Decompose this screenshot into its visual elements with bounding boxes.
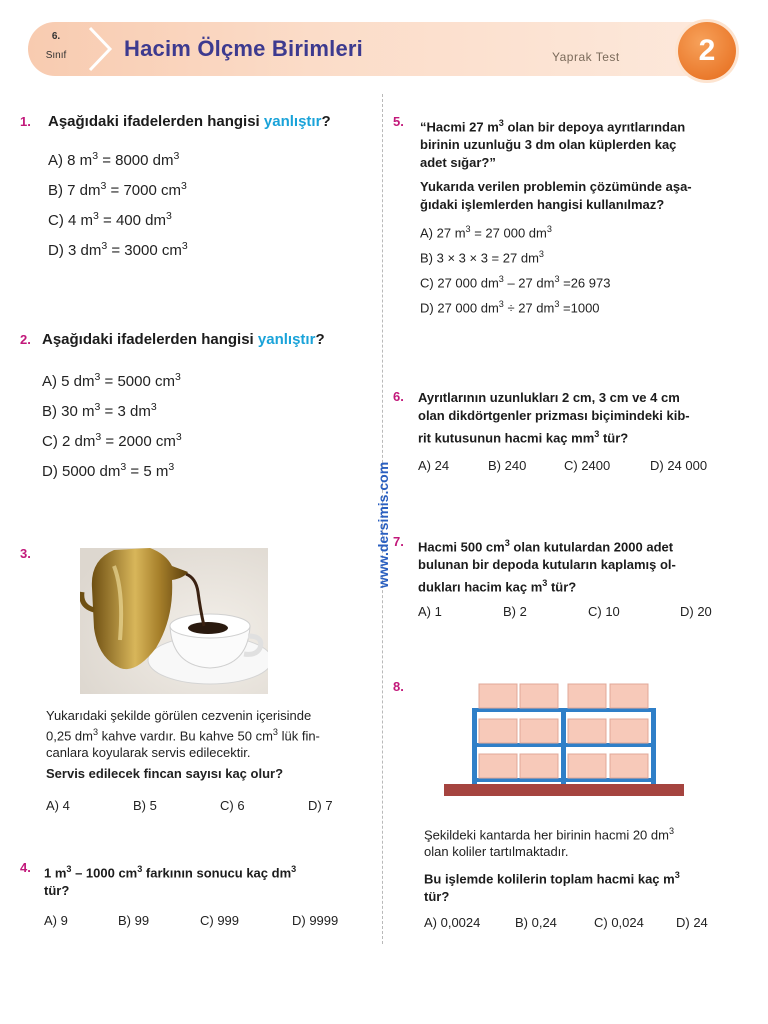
- grade-text: Sınıf: [45, 50, 67, 61]
- q2-option-b[interactable]: B) 30 $m^3 = 3$ $dm^3$: [42, 401, 157, 420]
- q3-line-2: 0,25 $dm^3$ kahve vardır. Bu kahve 50 $cm^3$ lük fin-: [46, 727, 320, 744]
- q4-option-b[interactable]: B) 99: [118, 913, 150, 928]
- q3-question: Servis edilecek fincan sayısı kaç olur?: [46, 766, 284, 782]
- q2-option-a[interactable]: A) 5 $dm^3 = 5000$ $cm^3$: [42, 371, 181, 390]
- q7-option-a[interactable]: A) 1: [418, 604, 442, 619]
- q2-option-c[interactable]: C) 2 $dm^3 = 2000$ $cm^3$: [42, 431, 182, 450]
- q3-option-b[interactable]: B) 5: [133, 798, 157, 813]
- q5-option-d[interactable]: D) 27 000 $dm^3 \div 27$ $dm^3 =1000$: [420, 299, 600, 316]
- q1-text-a: Aşağıdaki ifadelerden hangisi: [48, 113, 264, 130]
- q1-highlight: yanlıştır: [263, 113, 322, 130]
- box: [520, 754, 558, 778]
- q1-option-a[interactable]: A) 8 $m^3 = 8000$ $dm^3$: [48, 150, 180, 169]
- q4-option-c[interactable]: C) 999: [200, 913, 240, 928]
- question-5-text: “Hacmi 27 $m^3$ olan bir depoya ayrıtlarından birinin uzunluğu 3 dm olan küplerden kaç adet sığar?” Yukarıda verilen problemin çözümünde aşa- ğıdaki işlemlerden hangisi kullanılmaz?: [420, 118, 692, 213]
- box: [610, 719, 648, 743]
- question-7-text: Hacmi 500 $cm^3$ olan kutulardan 2000 adet bulunan bir depoda kutuların kaplamış ol- dukları hacim kaç $m^3$ tür?: [418, 538, 676, 595]
- question-7-number: 7.: [393, 534, 404, 549]
- box: [479, 684, 517, 708]
- watermark: [370, 445, 396, 605]
- question-3-number: 3.: [20, 546, 31, 561]
- q8-paragraph: Şekildeki kantarda her birinin hacmi 20 $dm^3$ olan koliler tartılmaktadır.: [424, 826, 675, 860]
- q3-option-a[interactable]: A) 4: [46, 798, 70, 813]
- q7-option-d[interactable]: D) 20: [680, 604, 712, 619]
- q1-option-d[interactable]: D) 3 $dm^3 = 3000$ $cm^3$: [48, 240, 188, 259]
- q1-text-b: ?: [321, 113, 331, 130]
- header-separator: [88, 26, 114, 72]
- q1-option-b[interactable]: B) 7 $dm^3 = 7000$ $cm^3$: [48, 180, 187, 199]
- q3-line-3: canlara koyularak servis edilecektir.: [46, 745, 251, 761]
- question-8-number: 8.: [393, 679, 404, 694]
- scale-platform: [444, 784, 684, 796]
- q8-option-b[interactable]: B) 0,24: [515, 915, 557, 930]
- q4-option-a[interactable]: A) 9: [44, 913, 68, 928]
- q3-option-c[interactable]: C) 6: [220, 798, 245, 813]
- page-title: Hacim Ölçme Birimleri: [124, 36, 363, 61]
- box: [568, 719, 606, 743]
- page-header: [28, 22, 736, 76]
- question-5-number: 5.: [393, 114, 404, 129]
- q6-option-a[interactable]: A) 24: [418, 458, 450, 473]
- q3-paragraph: [46, 707, 320, 782]
- test-number-badge: 2: [678, 22, 736, 80]
- page-subtitle: Yaprak Test: [552, 50, 620, 64]
- question-2-number: 2.: [20, 332, 31, 347]
- question-6-number: 6.: [393, 389, 404, 404]
- box: [568, 684, 606, 708]
- q2-text-b: ?: [315, 331, 325, 348]
- question-1-text: [48, 113, 331, 131]
- question-4-text: 1 $m^3 - 1000$ $cm^3$ farkının sonucu kaç $dm^3$ tür?: [44, 864, 297, 899]
- box: [479, 754, 517, 778]
- box: [520, 684, 558, 708]
- q6-option-d[interactable]: D) 24 000: [650, 458, 708, 473]
- q6-option-b[interactable]: B) 240: [488, 458, 527, 473]
- watermark-text: www.dersimis.com: [375, 461, 391, 589]
- question-6-text: Ayrıtlarının uzunlukları 2 cm, 3 cm ve 4 cm olan dikdörtgenler prizması biçimindeki kib- rit kutusunun hacmi kaç $mm^3$ tür?: [418, 390, 690, 446]
- q8-option-c[interactable]: C) 0,024: [594, 915, 644, 930]
- box: [610, 754, 648, 778]
- q7-option-c[interactable]: C) 10: [588, 604, 620, 619]
- q2-option-d[interactable]: D) 5000 $dm^3 = 5$ $m^3$: [42, 461, 175, 480]
- scale-with-boxes-illustration: [440, 680, 688, 800]
- q5-option-a[interactable]: A) 27 $m^3 = 27$ 000 $dm^3$: [420, 224, 552, 241]
- q3-option-d[interactable]: D) 7: [308, 798, 333, 813]
- box: [568, 754, 606, 778]
- q2-highlight: yanlıştır: [257, 331, 316, 348]
- q7-option-b[interactable]: B) 2: [503, 604, 527, 619]
- box: [479, 719, 517, 743]
- q5-option-b[interactable]: B) 3 × 3 × 3 = 27 $dm^3$: [420, 249, 544, 266]
- q6-option-c[interactable]: C) 2400: [564, 458, 611, 473]
- box: [520, 719, 558, 743]
- q2-text-a: Aşağıdaki ifadelerden hangisi: [42, 331, 258, 348]
- grade-number: 6.: [51, 31, 61, 42]
- q1-option-c[interactable]: C) 4 $m^3 = 400$ $dm^3$: [48, 210, 172, 229]
- q5-option-c[interactable]: C) 27 000 $dm^3 - 27$ $dm^3 =26$ 973: [420, 274, 611, 291]
- q8-option-a[interactable]: A) 0,0024: [424, 915, 481, 930]
- question-1-number: 1.: [20, 114, 31, 129]
- box: [610, 684, 648, 708]
- question-4-number: 4.: [20, 860, 31, 875]
- q3-line-1: Yukarıdaki şekilde görülen cezvenin içerisinde: [46, 708, 312, 723]
- coffee-pot-cup-image: [80, 548, 268, 694]
- q8-option-d[interactable]: D) 24: [676, 915, 708, 930]
- q4-option-d[interactable]: D) 9999: [292, 913, 339, 928]
- question-2-text: [42, 331, 325, 349]
- question-8-text: Bu işlemde kolilerin toplam hacmi kaç $m^3$ tür?: [424, 870, 680, 905]
